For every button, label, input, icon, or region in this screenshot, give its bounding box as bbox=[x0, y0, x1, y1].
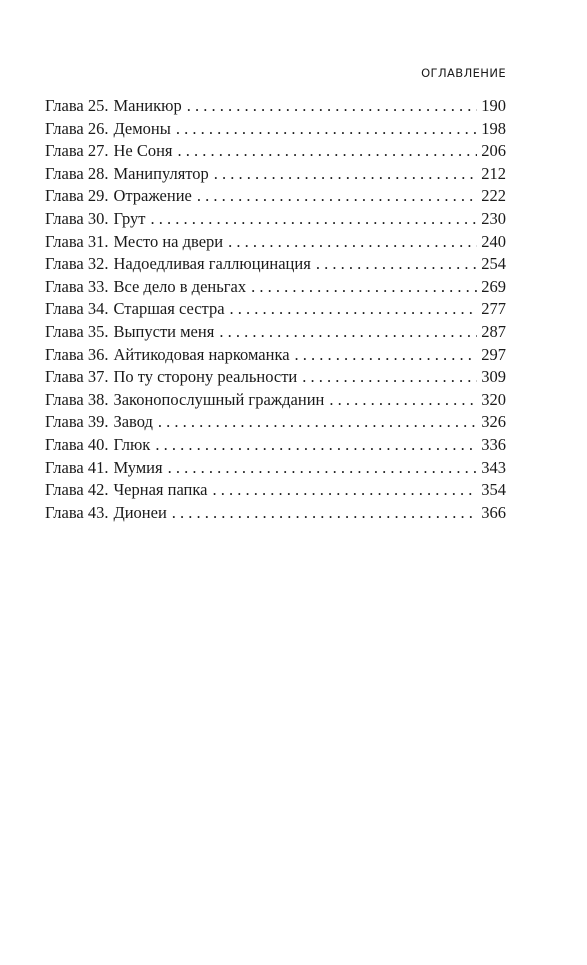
page-number: 212 bbox=[481, 163, 506, 183]
toc-entry bbox=[45, 253, 506, 276]
chapter-title: Айтикодовая наркоманка bbox=[113, 344, 290, 364]
chapter-title: Мумия bbox=[113, 457, 163, 477]
page-number: 240 bbox=[481, 231, 506, 251]
page-number: 366 bbox=[481, 502, 506, 522]
chapter-title: Все дело в деньгах bbox=[113, 276, 247, 296]
dot-leader bbox=[214, 163, 477, 186]
page-number: 336 bbox=[481, 434, 506, 454]
dot-leader bbox=[316, 253, 477, 276]
chapter-title: Демоны bbox=[113, 118, 171, 138]
chapter-title: Место на двери bbox=[113, 231, 224, 251]
dot-leader bbox=[329, 389, 477, 412]
chapter-number: Глава 35. bbox=[45, 321, 109, 341]
dot-leader bbox=[176, 118, 477, 141]
toc-entry bbox=[45, 389, 506, 412]
dot-leader bbox=[178, 140, 478, 163]
chapter-number: Глава 27. bbox=[45, 141, 109, 161]
toc-entry bbox=[45, 434, 506, 457]
chapter-number: Глава 26. bbox=[45, 118, 109, 138]
chapter-number: Глава 29. bbox=[45, 186, 109, 206]
chapter-number: Глава 43. bbox=[45, 502, 109, 522]
chapter-title: По ту сторону реальности bbox=[113, 367, 298, 387]
chapter-number: Глава 41. bbox=[45, 457, 109, 477]
dot-leader bbox=[158, 411, 477, 434]
page-number: 320 bbox=[481, 389, 506, 409]
toc-entry bbox=[45, 140, 506, 163]
page-number: 230 bbox=[481, 208, 506, 228]
chapter-number: Глава 37. bbox=[45, 367, 109, 387]
toc-entry bbox=[45, 118, 506, 141]
toc-entry bbox=[45, 231, 506, 254]
chapter-number: Глава 36. bbox=[45, 344, 109, 364]
chapter-title: Отражение bbox=[113, 186, 192, 206]
page-number: 287 bbox=[481, 321, 506, 341]
toc-entry bbox=[45, 344, 506, 367]
chapter-number: Глава 31. bbox=[45, 231, 109, 251]
dot-leader bbox=[172, 502, 477, 525]
chapter-title: Старшая сестра bbox=[113, 299, 225, 319]
toc-entry bbox=[45, 457, 506, 480]
dot-leader bbox=[187, 95, 478, 118]
page-number: 269 bbox=[481, 276, 506, 296]
chapter-title: Грут bbox=[113, 208, 146, 228]
chapter-title: Дионеи bbox=[113, 502, 167, 522]
page-number: 254 bbox=[481, 254, 506, 274]
chapter-number: Глава 33. bbox=[45, 276, 109, 296]
page-number: 309 bbox=[481, 367, 506, 387]
page-number: 354 bbox=[481, 480, 506, 500]
chapter-number: Глава 32. bbox=[45, 254, 109, 274]
dot-leader bbox=[219, 321, 477, 344]
running-head: ОГЛАВЛЕНИЕ bbox=[421, 66, 506, 80]
page-number: 198 bbox=[481, 118, 506, 138]
chapter-number: Глава 30. bbox=[45, 208, 109, 228]
table-of-contents bbox=[45, 95, 506, 524]
chapter-title: Не Соня bbox=[113, 141, 173, 161]
chapter-number: Глава 39. bbox=[45, 412, 109, 432]
toc-entry bbox=[45, 366, 506, 389]
toc-entry bbox=[45, 276, 506, 299]
chapter-number: Глава 25. bbox=[45, 96, 109, 115]
dot-leader bbox=[295, 344, 478, 367]
toc-entry bbox=[45, 479, 506, 502]
toc-entry bbox=[45, 298, 506, 321]
toc-entry bbox=[45, 163, 506, 186]
chapter-number: Глава 38. bbox=[45, 389, 109, 409]
toc-entry bbox=[45, 411, 506, 434]
dot-leader bbox=[155, 434, 477, 457]
page-number: 222 bbox=[481, 186, 506, 206]
dot-leader bbox=[302, 366, 477, 389]
dot-leader bbox=[150, 208, 477, 231]
page-number: 277 bbox=[481, 299, 506, 319]
page-number: 190 bbox=[481, 96, 506, 115]
dot-leader bbox=[197, 185, 477, 208]
dot-leader bbox=[251, 276, 477, 299]
chapter-title: Черная папка bbox=[113, 480, 208, 500]
chapter-title: Глюк bbox=[113, 434, 151, 454]
chapter-title: Манипулятор bbox=[113, 163, 209, 183]
dot-leader bbox=[230, 298, 478, 321]
chapter-number: Глава 28. bbox=[45, 163, 109, 183]
toc-entry bbox=[45, 321, 506, 344]
chapter-number: Глава 40. bbox=[45, 434, 109, 454]
page-number: 343 bbox=[481, 457, 506, 477]
chapter-title: Надоедливая галлюцинация bbox=[113, 254, 311, 274]
chapter-title: Завод bbox=[113, 412, 153, 432]
chapter-title: Выпусти меня bbox=[113, 321, 215, 341]
toc-entry bbox=[45, 95, 506, 118]
chapter-title: Маникюр bbox=[113, 96, 182, 115]
page-number: 326 bbox=[481, 412, 506, 432]
dot-leader bbox=[168, 457, 478, 480]
chapter-number: Глава 42. bbox=[45, 480, 109, 500]
chapter-number: Глава 34. bbox=[45, 299, 109, 319]
toc-entry bbox=[45, 502, 506, 525]
dot-leader bbox=[228, 231, 477, 254]
chapter-title: Законопослушный гражданин bbox=[113, 389, 325, 409]
page-number: 297 bbox=[481, 344, 506, 364]
toc-entry bbox=[45, 185, 506, 208]
dot-leader bbox=[212, 479, 477, 502]
page-number: 206 bbox=[481, 141, 506, 161]
toc-entry bbox=[45, 208, 506, 231]
